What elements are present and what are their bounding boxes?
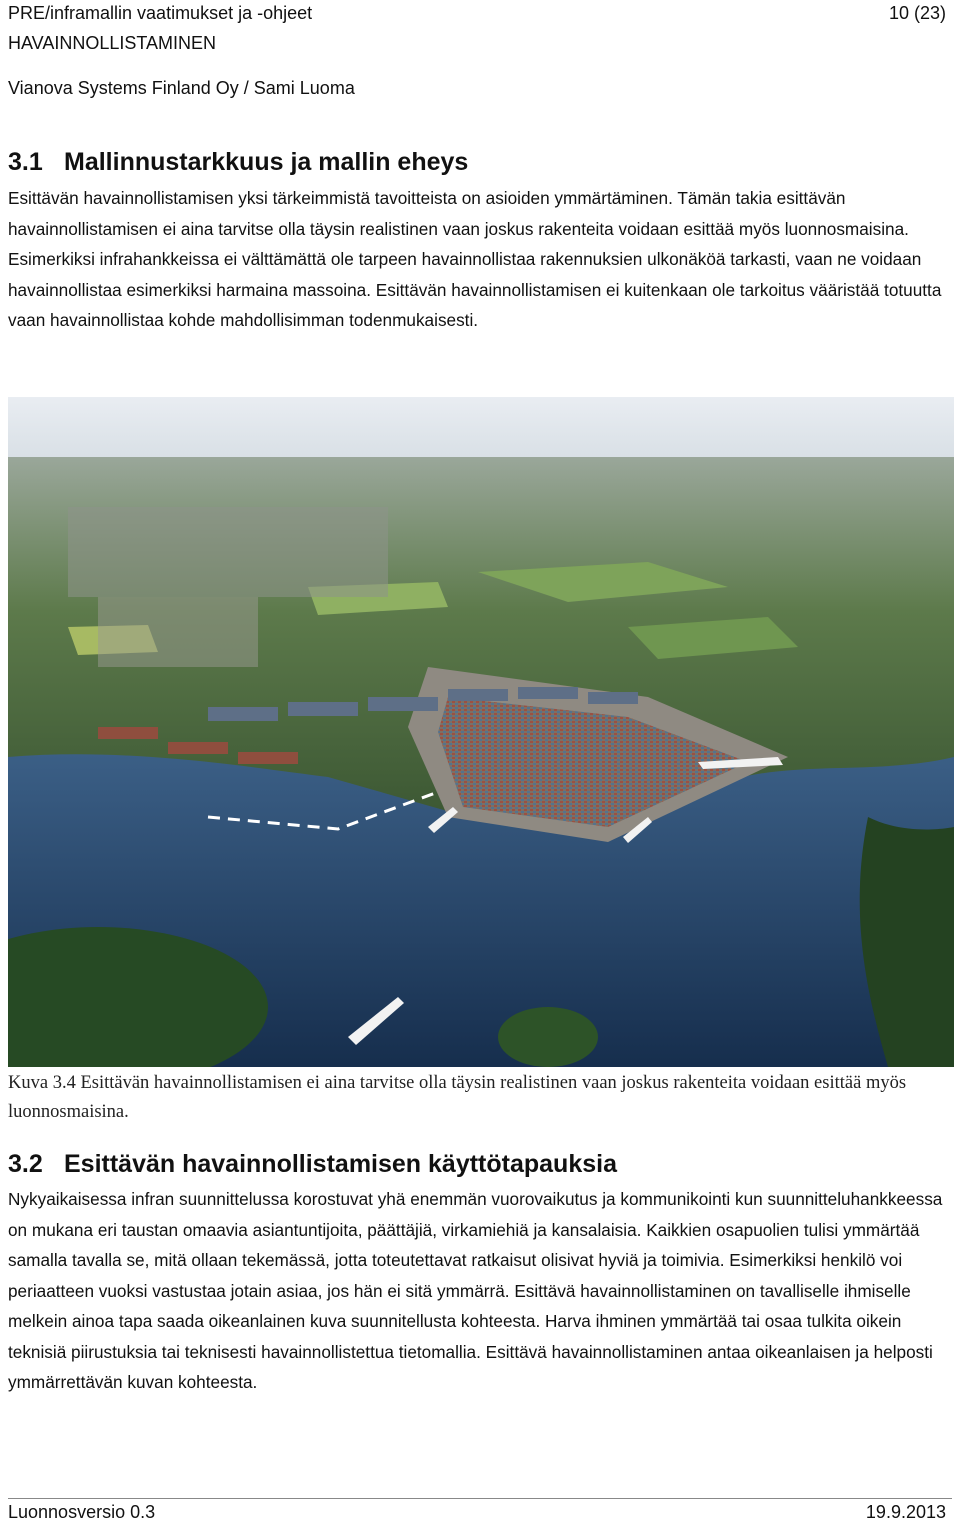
footer-version: Luonnosversio 0.3 xyxy=(8,1502,156,1522)
section-number: 3.1 xyxy=(8,148,43,176)
section-paragraph: Nykyaikaisessa infran suunnittelussa korostuvat yhä enemmän vuorovaikutus ja kommunikointi kun suunnitteluhankkeessa on mukana eri taustan omaavia asiantuntijoita, päättäjiä, virkamiehiä ja kansalaisia. Kaikkien osapuolien tulisi ymmärtää samalla tavalla se, mitä ollaan tekemässä, jotta toteutettavat ratkaisut olisivat hyviä ja toimivia. Esimerkiksi henkilö voi periaatteen vuoksi vastustaa jotain asiaa, jos hän ei sitä ymmärrä. Esittävä havainnollistaminen on tavalliselle ihmiselle melkein ainoa tapa saada oikeanlainen kuva suunnitellusta kohteesta. Harva ihminen ymmärtää tai osaa tulkita oikein teknisiä piirustuksia tai teknisesti havainnollistettua tietomallia. Esittävä havainnollistaminen antaa oikeanlaisen ja helposti ymmärrettävän kuvan kohteesta. xyxy=(8,1189,943,1392)
section-title: Esittävän havainnollistamisen käyttötapauksia xyxy=(64,1150,617,1178)
section-title: Mallinnustarkkuus ja mallin eheys xyxy=(64,148,469,176)
section-number: 3.2 xyxy=(8,1150,43,1178)
page-number: 10 (23) xyxy=(888,3,946,23)
section-paragraph: Esittävän havainnollistamisen yksi tärkeimmistä tavoitteista on asioiden ymmärtäminen. Tämän takia esittävän havainnollistamisen ei aina tarvitse olla täysin realistinen vaan joskus rakenteita voidaan esittää myös luonnosmaisina. Esimerkiksi infrahankkeissa ei välttämättä ole tarpeen havainnollistaa rakennuksien ulkonäköä tarkasti, vaan ne voidaan havainnollistaa esimerkiksi harmaina massoina. Esittävän havainnollistamisen ei kuitenkaan ole tarkoitus vääristää totuutta vaan havainnollistaa kohde mahdollisimman todenmukaisesti. xyxy=(8,188,942,330)
footer-divider xyxy=(8,1498,952,1499)
header-author: Vianova Systems Finland Oy / Sami Luoma xyxy=(8,78,355,98)
section-heading-3-2 xyxy=(8,1149,617,1179)
header-section: HAVAINNOLLISTAMINEN xyxy=(8,33,217,53)
footer-date: 19.9.2013 xyxy=(865,1502,946,1522)
harbor-aerial-image xyxy=(8,397,954,1067)
section-heading-3-1 xyxy=(8,147,468,177)
document-title: PRE/inframallin vaatimukset ja -ohjeet xyxy=(8,3,313,23)
figure-caption: Kuva 3.4 Esittävän havainnollistamisen ei aina tarvitse olla täysin realistinen vaan joskus rakenteita voidaan esittää myös luonnosmaisina. xyxy=(8,1073,907,1122)
